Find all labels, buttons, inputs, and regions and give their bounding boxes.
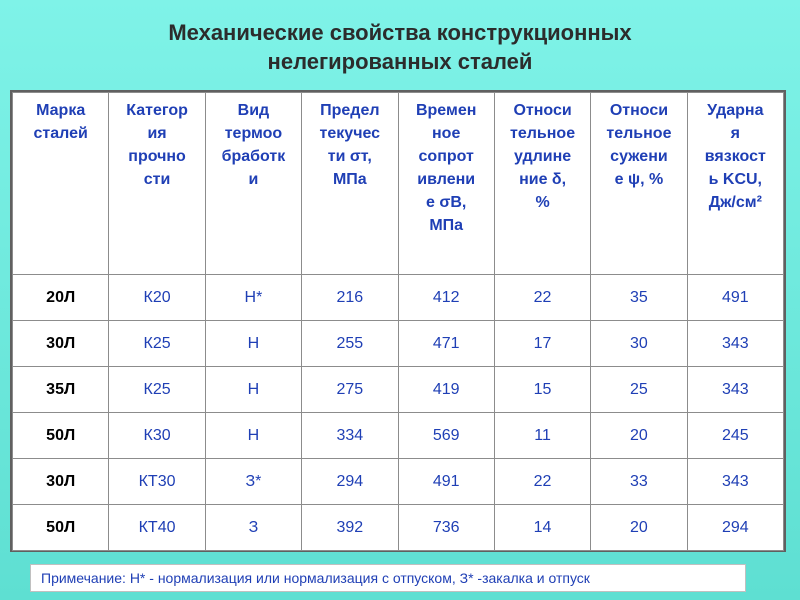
header-heat-treatment: Вид термоо бработк и <box>205 93 301 275</box>
cell-strength-category: КТ40 <box>109 505 205 551</box>
cell-heat-treatment: З <box>205 505 301 551</box>
table-row <box>13 505 784 551</box>
properties-table <box>12 92 784 551</box>
cell-reduction-area: 35 <box>591 275 687 321</box>
cell-yield-strength: 275 <box>302 367 398 413</box>
cell-heat-treatment: З* <box>205 459 301 505</box>
cell-heat-treatment: Н <box>205 367 301 413</box>
cell-yield-strength: 334 <box>302 413 398 459</box>
cell-grade: 30Л <box>13 459 109 505</box>
cell-grade: 35Л <box>13 367 109 413</box>
cell-tensile-strength: 471 <box>398 321 494 367</box>
page-title: Механические свойства конструкционных нелегированных сталей <box>168 20 632 74</box>
cell-impact-toughness: 491 <box>687 275 783 321</box>
cell-tensile-strength: 491 <box>398 459 494 505</box>
cell-strength-category: КТ30 <box>109 459 205 505</box>
table-row <box>13 413 784 459</box>
footnote: Примечание: Н* - нормализация или нормализация с отпуском, З* -закалка и отпуск <box>30 564 746 592</box>
cell-yield-strength: 216 <box>302 275 398 321</box>
cell-yield-strength: 392 <box>302 505 398 551</box>
cell-tensile-strength: 736 <box>398 505 494 551</box>
cell-grade: 20Л <box>13 275 109 321</box>
table-row <box>13 459 784 505</box>
cell-reduction-area: 25 <box>591 367 687 413</box>
header-impact-toughness: Ударна я вязкост ь KCU, Дж/см² <box>687 93 783 275</box>
cell-elongation: 15 <box>494 367 590 413</box>
cell-elongation: 14 <box>494 505 590 551</box>
cell-grade: 30Л <box>13 321 109 367</box>
table-header-row <box>13 93 784 275</box>
cell-reduction-area: 30 <box>591 321 687 367</box>
header-tensile-strength: Времен ное сопрот ивлени е σВ, МПа <box>398 93 494 275</box>
cell-impact-toughness: 343 <box>687 459 783 505</box>
cell-impact-toughness: 343 <box>687 367 783 413</box>
steel-properties-table <box>10 90 786 552</box>
cell-impact-toughness: 294 <box>687 505 783 551</box>
table-row <box>13 275 784 321</box>
cell-strength-category: К25 <box>109 321 205 367</box>
cell-heat-treatment: Н* <box>205 275 301 321</box>
table-row <box>13 367 784 413</box>
cell-elongation: 11 <box>494 413 590 459</box>
header-strength-category: Категор ия прочно сти <box>109 93 205 275</box>
cell-elongation: 22 <box>494 275 590 321</box>
cell-grade: 50Л <box>13 413 109 459</box>
cell-strength-category: К20 <box>109 275 205 321</box>
cell-tensile-strength: 569 <box>398 413 494 459</box>
cell-impact-toughness: 245 <box>687 413 783 459</box>
cell-impact-toughness: 343 <box>687 321 783 367</box>
header-grade: Марка сталей <box>13 93 109 275</box>
cell-strength-category: К25 <box>109 367 205 413</box>
cell-heat-treatment: Н <box>205 321 301 367</box>
header-reduction-area: Относи тельное сужени е ψ, % <box>591 93 687 275</box>
cell-reduction-area: 20 <box>591 505 687 551</box>
table-row <box>13 321 784 367</box>
cell-tensile-strength: 412 <box>398 275 494 321</box>
cell-elongation: 17 <box>494 321 590 367</box>
cell-strength-category: К30 <box>109 413 205 459</box>
cell-elongation: 22 <box>494 459 590 505</box>
header-yield-strength: Предел текучес ти σт, МПа <box>302 93 398 275</box>
cell-reduction-area: 33 <box>591 459 687 505</box>
cell-grade: 50Л <box>13 505 109 551</box>
cell-tensile-strength: 419 <box>398 367 494 413</box>
cell-reduction-area: 20 <box>591 413 687 459</box>
cell-yield-strength: 294 <box>302 459 398 505</box>
cell-yield-strength: 255 <box>302 321 398 367</box>
header-elongation: Относи тельное удлине ние δ, % <box>494 93 590 275</box>
cell-heat-treatment: Н <box>205 413 301 459</box>
